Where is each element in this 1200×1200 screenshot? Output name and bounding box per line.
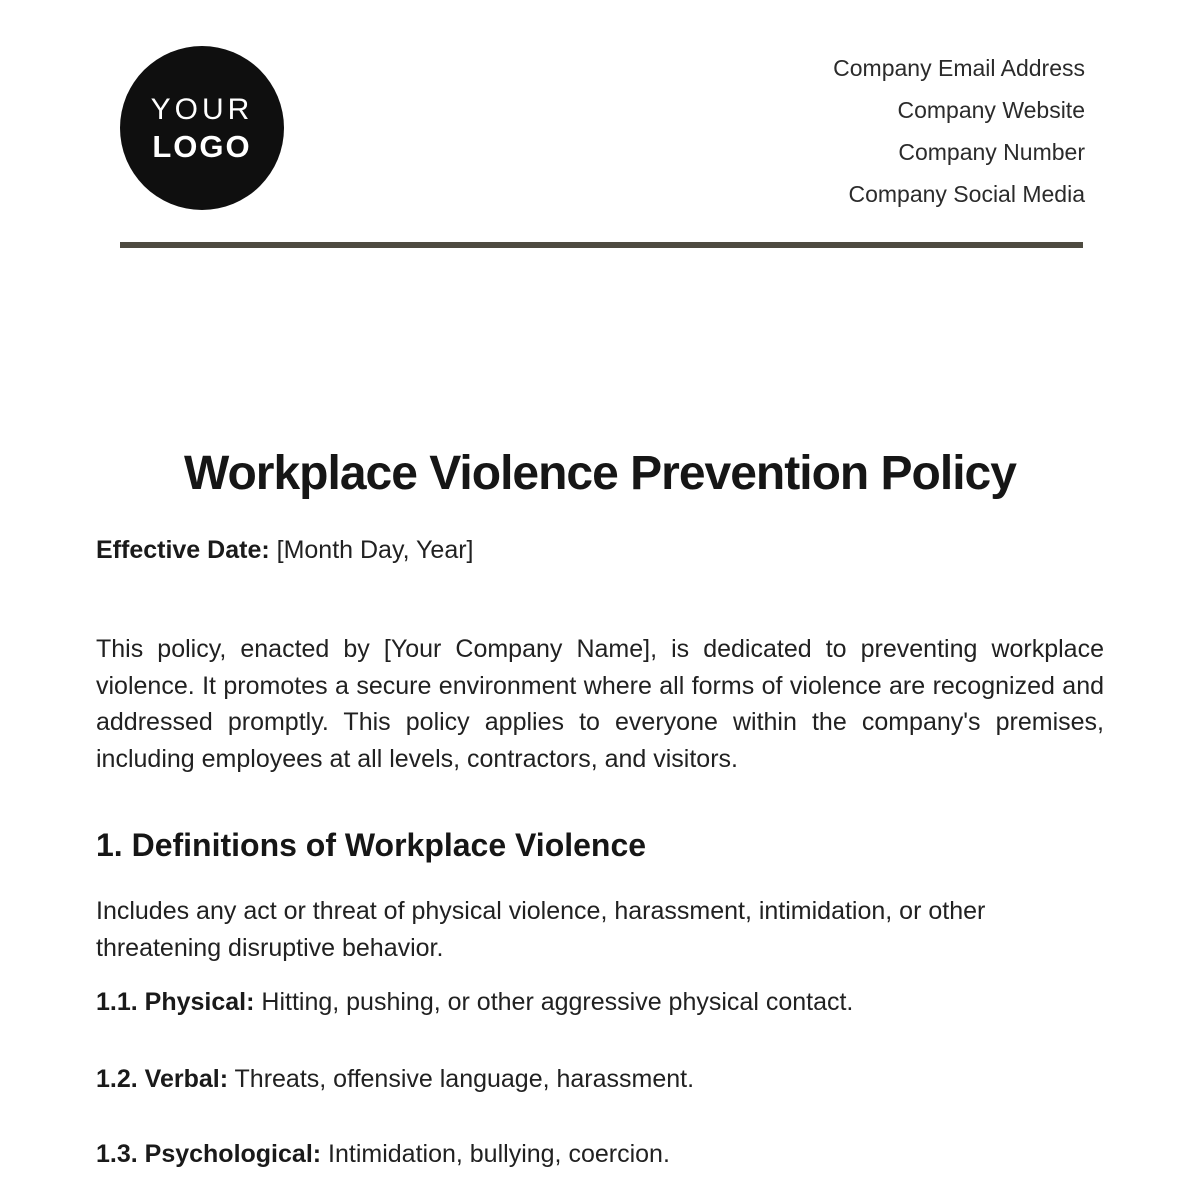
definition-item-psychological [96,1136,1104,1173]
company-social-media: Company Social Media [848,181,1085,207]
company-number: Company Number [898,139,1085,165]
definition-item-verbal [96,1061,1104,1098]
logo-text-your: YOUR [150,92,254,126]
section-1-heading: 1. Definitions of Workplace Violence [96,826,647,863]
company-logo [120,46,284,210]
effective-date-label: Effective Date: [96,536,270,564]
company-email: Company Email Address [833,55,1085,81]
definition-item-label: 1.2. Verbal: [96,1065,229,1093]
definition-item-text: Intimidation, bullying, coercion. [328,1140,670,1168]
definition-item-physical [96,984,1104,1021]
definition-item-label: 1.3. Psychological: [96,1140,322,1168]
company-contact-block [833,47,1085,215]
logo-text-logo: LOGO [152,128,252,164]
company-website: Company Website [897,97,1085,123]
effective-date-value: [Month Day, Year] [276,536,474,564]
page-title: Workplace Violence Prevention Policy [184,447,1016,501]
definition-item-text: Hitting, pushing, or other aggressive physical contact. [261,988,854,1016]
definition-item-label: 1.1. Physical: [96,988,255,1016]
intro-paragraph: This policy, enacted by [Your Company Name], is dedicated to preventing workplace violence. It promotes a secure environment where all forms of violence are recognized and addressed promptly. This policy applies to everyone within the company's premises, including employees at all levels, contractors, and visitors. [96,635,1104,773]
section-1-body: Includes any act or threat of physical violence, harassment, intimidation, or other threatening disruptive behavior. [96,897,986,962]
header-divider-rule [120,242,1083,248]
effective-date-line [96,536,1104,565]
definition-item-text: Threats, offensive language, harassment. [234,1065,695,1093]
